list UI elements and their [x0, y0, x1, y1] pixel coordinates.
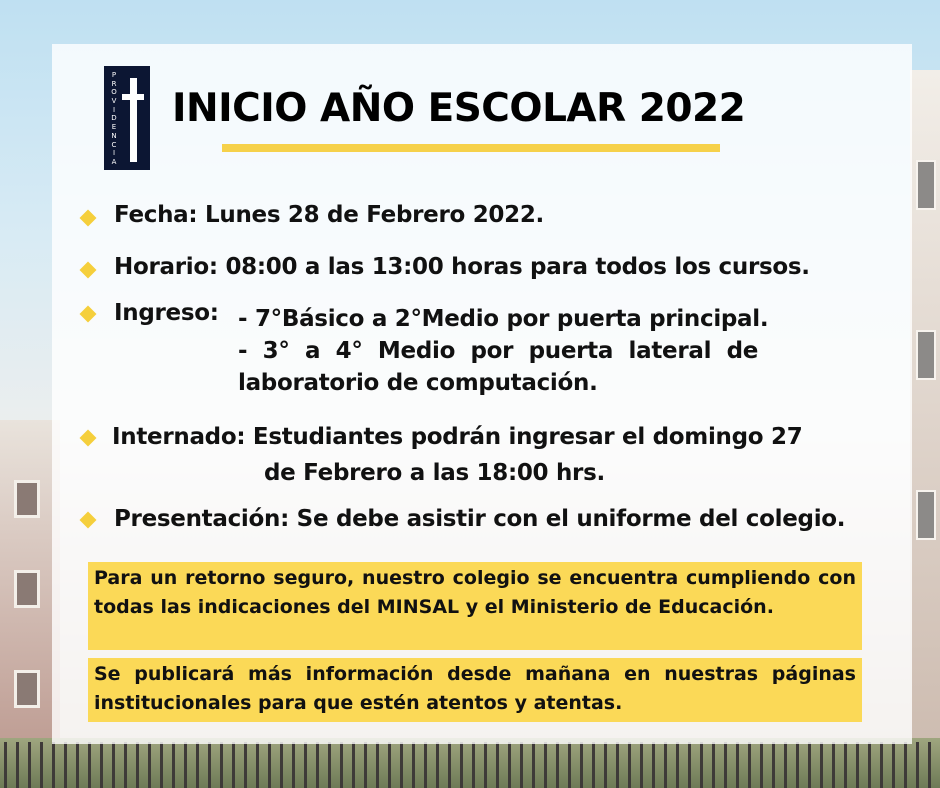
fence-bar — [796, 742, 799, 788]
fence-bar — [52, 742, 55, 788]
fence-bar — [700, 742, 703, 788]
fence-bar — [100, 742, 103, 788]
building-window — [916, 160, 936, 210]
item-horario: Horario: 08:00 a las 13:00 horas para todos los cursos. — [114, 254, 810, 280]
building-window — [916, 490, 936, 540]
title-underline — [222, 144, 720, 152]
fence-bar — [64, 742, 67, 788]
item-ingreso-line-2: - 3° a 4° Medio por puerta lateral de — [238, 338, 759, 364]
fence-bar — [916, 742, 919, 788]
fence-bar — [820, 742, 823, 788]
logo-letter: R — [111, 79, 117, 88]
fence-bar — [232, 742, 235, 788]
logo-letter: I — [112, 105, 116, 114]
fence-bar — [292, 742, 295, 788]
diamond-bullet-icon — [80, 210, 96, 226]
fence-bar — [784, 742, 787, 788]
logo-letter: D — [111, 114, 117, 123]
fence-bar — [148, 742, 151, 788]
fence-bar — [244, 742, 247, 788]
fence-bar — [508, 742, 511, 788]
fence-bar — [304, 742, 307, 788]
fence-bar — [556, 742, 559, 788]
fence-bar — [568, 742, 571, 788]
building-window — [14, 570, 40, 608]
item-ingreso-line-3: laboratorio de computación. — [238, 370, 598, 396]
fence-bar — [448, 742, 451, 788]
note-retorno-seguro: Para un retorno seguro, nuestro colegio se encuentra cumpliendo con todas las indicaciones del MINSAL y el Ministerio de Educación. — [88, 562, 862, 650]
fence-bar — [928, 742, 931, 788]
fence-bar — [544, 742, 547, 788]
diamond-bullet-icon — [80, 430, 96, 446]
logo-lettering — [108, 72, 120, 166]
fence-bar — [580, 742, 583, 788]
fence-bar — [124, 742, 127, 788]
note-mas-informacion: Se publicará más información desde mañana en nuestras páginas institucionales para que estén atentos y atentas. — [88, 658, 862, 722]
fence-bar — [364, 742, 367, 788]
fence-bar — [328, 742, 331, 788]
school-logo — [104, 66, 150, 170]
fence-bar — [856, 742, 859, 788]
item-internado-line-1: Internado: Estudiantes podrán ingresar el domingo 27 — [112, 424, 803, 450]
logo-letter: O — [111, 88, 117, 97]
background-building-left — [0, 420, 60, 788]
fence-bar — [652, 742, 655, 788]
fence-bar — [688, 742, 691, 788]
fence-bar — [628, 742, 631, 788]
fence-bar — [484, 742, 487, 788]
fence-bar — [412, 742, 415, 788]
cross-icon — [130, 78, 137, 162]
logo-letter: V — [111, 97, 117, 106]
fence-bar — [88, 742, 91, 788]
fence-bar — [220, 742, 223, 788]
background-fence — [0, 742, 940, 788]
fence-bar — [76, 742, 79, 788]
fence-bar — [664, 742, 667, 788]
fence-bar — [676, 742, 679, 788]
logo-letter: A — [111, 157, 117, 166]
fence-bar — [4, 742, 7, 788]
fence-bar — [844, 742, 847, 788]
item-ingreso-line-1: - 7°Básico a 2°Medio por puerta principal. — [238, 306, 769, 332]
fence-bar — [400, 742, 403, 788]
fence-bar — [340, 742, 343, 788]
fence-bar — [496, 742, 499, 788]
fence-bar — [640, 742, 643, 788]
fence-bar — [880, 742, 883, 788]
item-internado-line-2: de Febrero a las 18:00 hrs. — [264, 460, 605, 486]
building-window — [14, 480, 40, 518]
fence-bar — [436, 742, 439, 788]
fence-bar — [172, 742, 175, 788]
fence-bar — [868, 742, 871, 788]
fence-bar — [208, 742, 211, 788]
item-fecha: Fecha: Lunes 28 de Febrero 2022. — [114, 202, 544, 228]
diamond-bullet-icon — [80, 512, 96, 528]
fence-bar — [760, 742, 763, 788]
fence-bar — [808, 742, 811, 788]
fence-bar — [592, 742, 595, 788]
fence-bar — [196, 742, 199, 788]
fence-bar — [424, 742, 427, 788]
logo-letter: I — [112, 149, 116, 158]
fence-bar — [28, 742, 31, 788]
fence-bar — [892, 742, 895, 788]
fence-bar — [604, 742, 607, 788]
diamond-bullet-icon — [80, 262, 96, 278]
fence-bar — [748, 742, 751, 788]
logo-letter: E — [111, 123, 117, 132]
fence-bar — [268, 742, 271, 788]
fence-bar — [460, 742, 463, 788]
fence-bar — [136, 742, 139, 788]
fence-bar — [112, 742, 115, 788]
fence-bar — [388, 742, 391, 788]
fence-bar — [772, 742, 775, 788]
fence-bar — [904, 742, 907, 788]
fence-bar — [316, 742, 319, 788]
fence-bar — [724, 742, 727, 788]
fence-bar — [472, 742, 475, 788]
building-window — [916, 330, 936, 380]
fence-bar — [712, 742, 715, 788]
cross-icon-bar — [122, 94, 144, 100]
building-window — [14, 670, 40, 708]
fence-bar — [184, 742, 187, 788]
item-ingreso-label: Ingreso: — [114, 300, 219, 326]
logo-letter: C — [111, 140, 117, 149]
fence-bar — [736, 742, 739, 788]
page-title: INICIO AÑO ESCOLAR 2022 — [172, 86, 746, 131]
fence-bar — [16, 742, 19, 788]
logo-letter: P — [111, 71, 117, 79]
fence-bar — [256, 742, 259, 788]
fence-bar — [160, 742, 163, 788]
fence-bar — [520, 742, 523, 788]
item-presentacion: Presentación: Se debe asistir con el uniforme del colegio. — [114, 506, 846, 532]
fence-bar — [280, 742, 283, 788]
logo-letter: N — [111, 131, 117, 140]
fence-bar — [352, 742, 355, 788]
fence-bar — [40, 742, 43, 788]
fence-bar — [532, 742, 535, 788]
fence-bar — [616, 742, 619, 788]
fence-bar — [376, 742, 379, 788]
fence-bar — [832, 742, 835, 788]
diamond-bullet-icon — [80, 306, 96, 322]
background-building-right — [910, 70, 940, 788]
